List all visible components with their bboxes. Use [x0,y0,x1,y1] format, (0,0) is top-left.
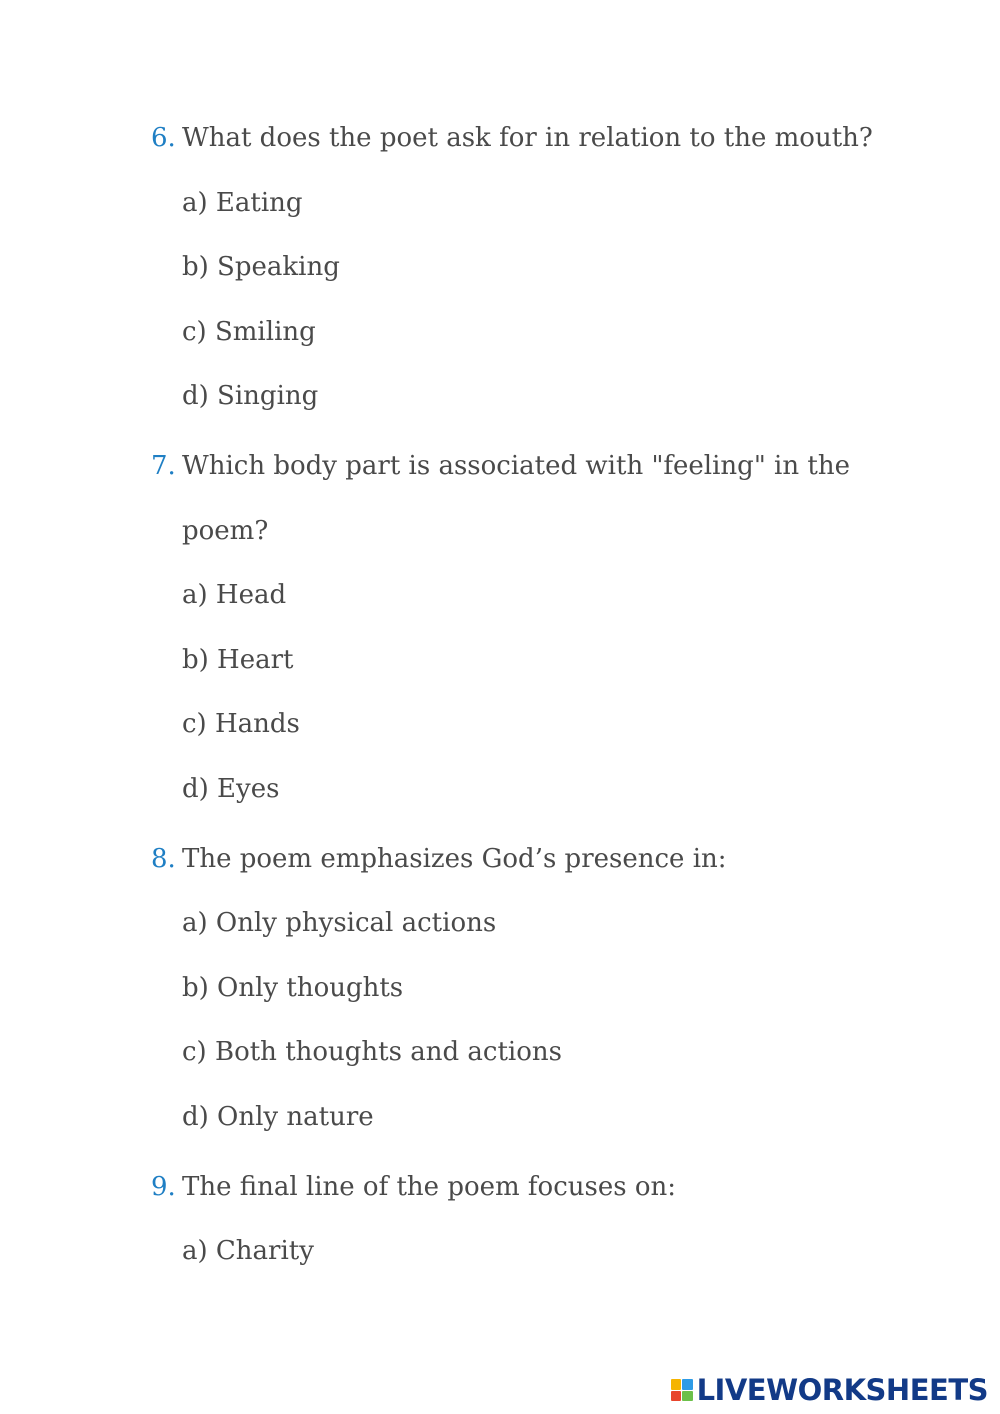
answer-option: a) Charity [182,1236,314,1266]
question-text: The final line of the poem focuses on: [182,1172,676,1202]
question-number: 6. [151,123,176,153]
answer-option: b) Speaking [182,252,340,282]
question-number: 7. [151,451,176,481]
answer-option: d) Only nature [182,1102,374,1132]
question-text: What does the poet ask for in relation to the mouth? [182,123,873,153]
question-number: 8. [151,844,176,874]
answer-option: d) Singing [182,381,319,411]
question-text: The poem emphasizes God’s presence in: [182,844,727,874]
answer-option: c) Smiling [182,317,316,347]
answer-option: d) Eyes [182,774,280,804]
answer-option: a) Eating [182,188,303,218]
answer-option: a) Only physical actions [182,908,497,938]
question-text: Which body part is associated with "feeling" in the [182,451,850,481]
question-number: 9. [151,1172,176,1202]
question-text-continued: poem? [182,516,269,546]
answer-option: c) Hands [182,709,300,739]
answer-option: b) Heart [182,645,294,675]
liveworksheets-brand [671,1372,988,1408]
liveworksheets-logo-icon [671,1379,693,1401]
answer-option: a) Head [182,580,287,610]
brand-name: LIVEWORKSHEETS [696,1373,988,1407]
answer-option: c) Both thoughts and actions [182,1037,562,1067]
answer-option: b) Only thoughts [182,973,404,1003]
